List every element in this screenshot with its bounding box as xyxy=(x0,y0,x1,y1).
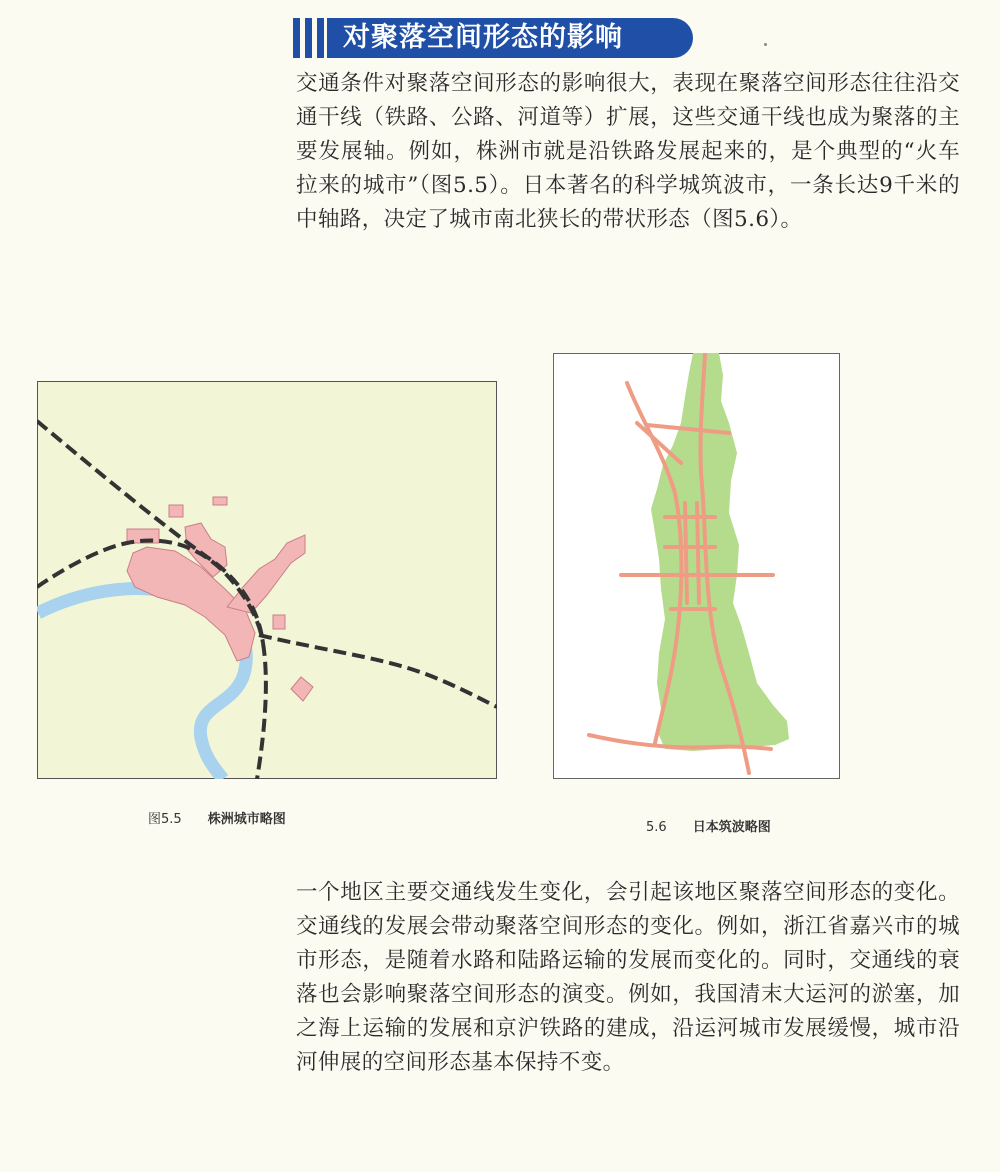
figure-zhuzhou-map xyxy=(37,381,497,779)
figure-caption-text: 日本筑波略图 xyxy=(692,820,771,835)
zhuzhou-map-svg xyxy=(37,381,497,779)
urban-block-n xyxy=(169,505,183,517)
figure-number: 图5.5 xyxy=(148,812,182,827)
section-title: 对聚落空间形态的影响 xyxy=(343,22,623,53)
paragraph-intro: 交通条件对聚落空间形态的影响很大，表现在聚落空间形态往往沿交通干线（铁路、公路、河道等）扩展，这些交通干线也成为聚落的主要发展轴。例如，株洲市就是沿铁路发展起来的，是个典型的“火车拉来的城市”（图5.5）。日本著名的科学城筑波市，一条长达9千米的中轴路，决定了城市南北狭长的带状形态（图5.6）。 xyxy=(296,71,960,232)
figure-number: 5.6 xyxy=(646,820,667,835)
page-speck xyxy=(764,43,767,46)
figure-caption-zhuzhou xyxy=(148,808,286,827)
figure-caption-text: 株洲城市略图 xyxy=(207,812,286,827)
urban-block-ne xyxy=(213,497,227,505)
tsukuba-map-svg xyxy=(553,353,840,779)
paragraph-transport-change: 一个地区主要交通线发生变化，会引起该地区聚落空间形态的变化。交通线的发展会带动聚落空间形态的变化。例如，浙江省嘉兴市的城市形态，是随着水路和陆路运输的发展而变化的。同时，交通线的衰落也会影响聚落空间形态的演变。例如，我国清末大运河的淤塞，加之海上运输的发展和京沪铁路的建成，沿运河城市发展缓慢，城市沿河伸展的空间形态基本保持不变。 xyxy=(296,880,960,1075)
figure-tsukuba-map xyxy=(553,353,840,779)
figure-caption-tsukuba xyxy=(646,816,771,835)
section-header xyxy=(291,16,693,60)
urban-block-e xyxy=(273,615,285,629)
